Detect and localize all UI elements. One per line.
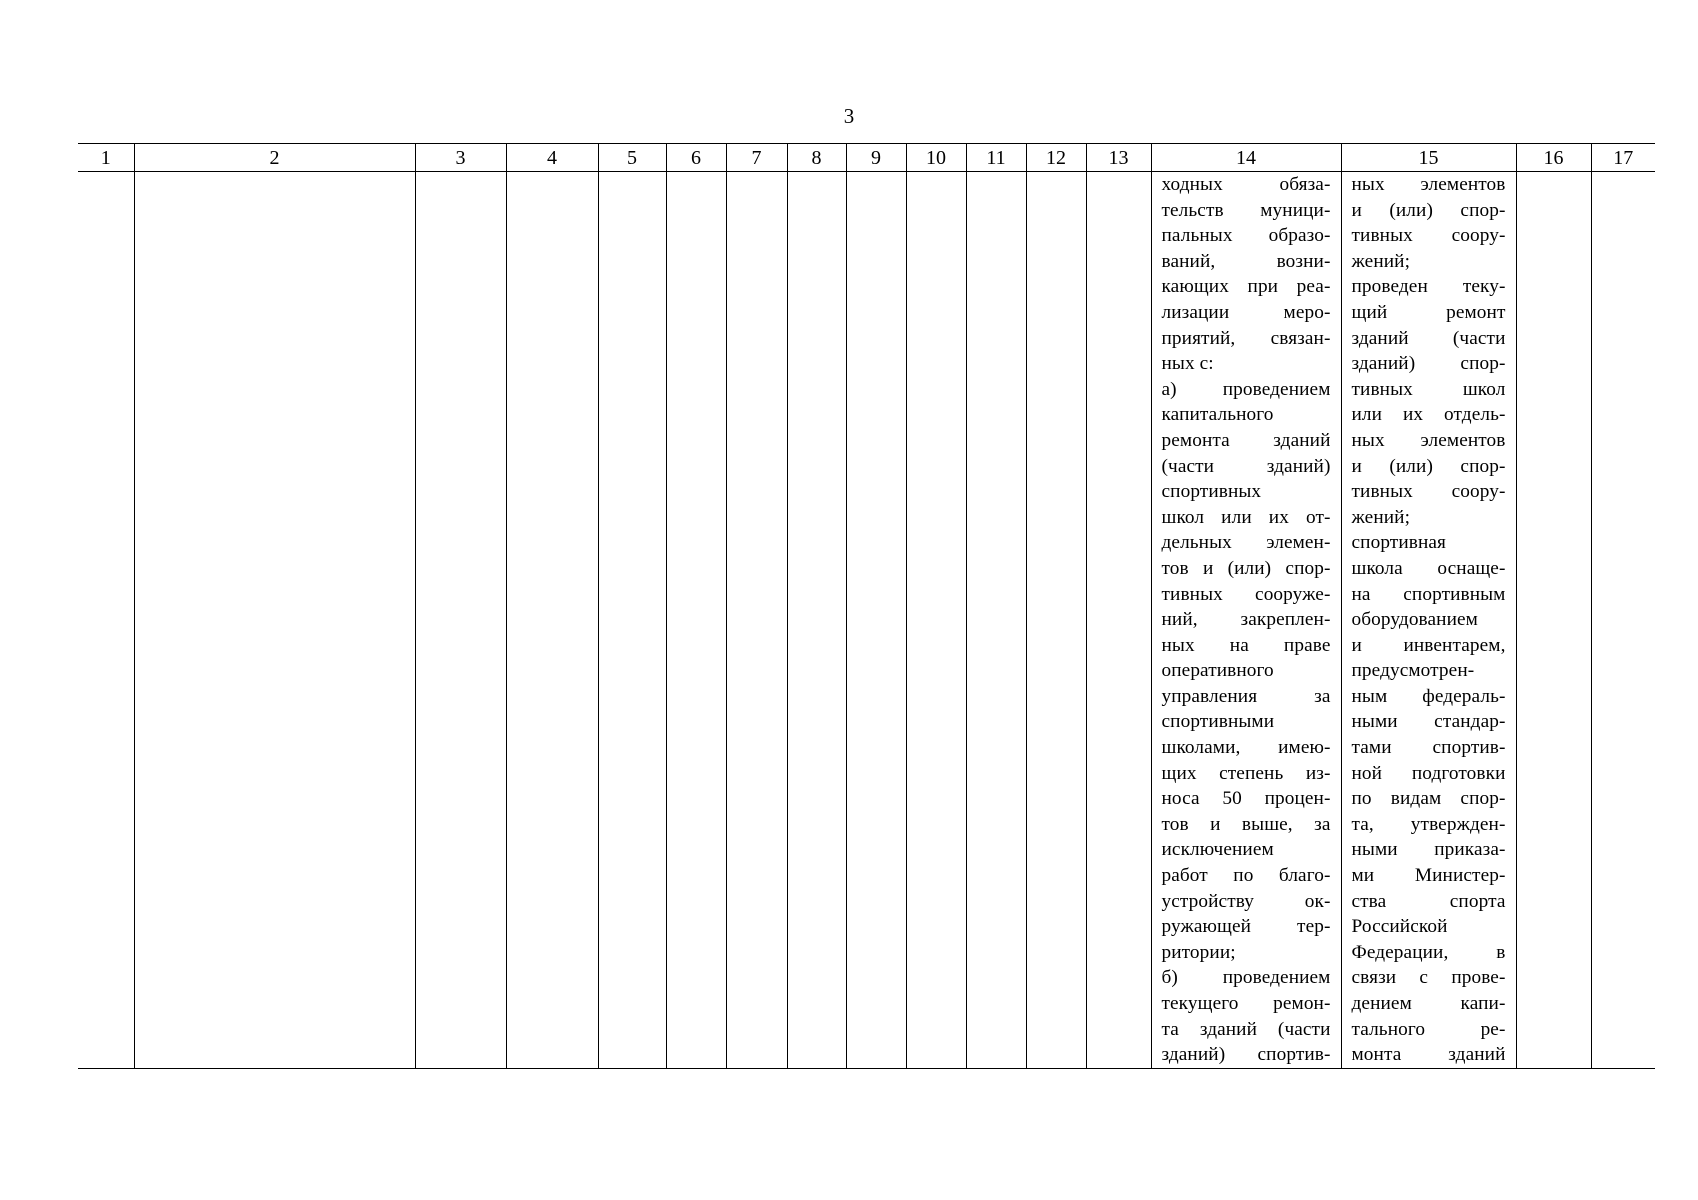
text-line: работ по благо-	[1161, 865, 1331, 887]
text-line: и инвентарем,	[1351, 634, 1506, 656]
text-line: носа 50 процен-	[1161, 788, 1331, 810]
cell-col-14-text	[1152, 172, 1341, 1068]
column-header-14: 14	[1151, 144, 1341, 172]
text-line: ными стандар-	[1351, 711, 1506, 733]
data-table	[78, 143, 1655, 1069]
text-line: тами спортив-	[1351, 737, 1506, 759]
text-line: тивных сооруже-	[1161, 583, 1331, 605]
text-line: б) проведением	[1161, 967, 1331, 989]
cell-col-8	[787, 172, 846, 1069]
table-row	[78, 172, 1655, 1069]
column-header-6: 6	[666, 144, 726, 172]
text-line: капитального	[1161, 404, 1274, 426]
cell-col-3	[415, 172, 506, 1069]
text-line: ми Министер-	[1351, 865, 1506, 887]
text-line: и (или) спор-	[1351, 455, 1506, 477]
column-header-2: 2	[134, 144, 415, 172]
text-line: ным федераль-	[1351, 685, 1506, 707]
text-line: приятий, связан-	[1161, 327, 1331, 349]
text-line: тивных школ	[1351, 378, 1506, 400]
text-line: оборудованием	[1351, 609, 1478, 631]
text-line: ных элементов	[1351, 174, 1506, 195]
cell-col-4	[506, 172, 598, 1069]
cell-col-11	[966, 172, 1026, 1069]
text-line: тов и (или) спор-	[1161, 557, 1331, 579]
text-line: на спортивным	[1351, 583, 1506, 605]
text-line: или их отдель-	[1351, 404, 1506, 426]
column-header-7: 7	[726, 144, 787, 172]
text-line: кающих при реа-	[1161, 276, 1331, 298]
cell-col-16	[1516, 172, 1591, 1069]
text-line: предусмотрен-	[1351, 660, 1475, 682]
text-line: ными приказа-	[1351, 839, 1506, 861]
text-line: ружающей тер-	[1161, 916, 1331, 938]
text-line: дельных элемен-	[1161, 532, 1331, 554]
text-line: зданий (части	[1351, 327, 1506, 349]
cell-col-17	[1591, 172, 1655, 1069]
text-line: ных с:	[1161, 353, 1214, 375]
text-line: связи с прове-	[1351, 967, 1506, 989]
column-number-row	[78, 144, 1655, 172]
column-header-11: 11	[966, 144, 1026, 172]
text-line: Федерации, в	[1351, 941, 1506, 963]
text-line: пальных образо-	[1161, 225, 1331, 247]
text-line: ремонта зданий	[1161, 429, 1331, 451]
text-line: ний, закреплен-	[1161, 609, 1331, 631]
text-line: по видам спор-	[1351, 788, 1506, 810]
text-line: жений;	[1351, 250, 1411, 272]
cell-col-15	[1341, 172, 1516, 1069]
cell-col-12	[1026, 172, 1086, 1069]
text-line: спортивная	[1351, 532, 1446, 554]
page-number: 3	[843, 104, 855, 128]
text-line: школа оснаще-	[1351, 557, 1506, 579]
text-line: та, утвержден-	[1351, 813, 1506, 835]
text-line: а) проведением	[1161, 378, 1331, 400]
text-line: оперативного	[1161, 660, 1274, 682]
text-line: Российской	[1351, 916, 1448, 938]
text-line: зданий) спортив-	[1161, 1044, 1331, 1066]
text-line: та зданий (части	[1161, 1018, 1331, 1040]
cell-col-10	[906, 172, 966, 1069]
column-header-13: 13	[1086, 144, 1151, 172]
text-line: устройству ок-	[1161, 890, 1331, 912]
text-line: проведен теку-	[1351, 276, 1506, 298]
text-line: ных на праве	[1161, 634, 1331, 656]
text-line: тов и выше, за	[1161, 813, 1331, 835]
text-line: управления за	[1161, 685, 1331, 707]
text-line: школами, имею-	[1161, 737, 1331, 759]
text-line: ных элементов	[1351, 429, 1506, 451]
text-line: тального ре-	[1351, 1018, 1506, 1040]
cell-col-7	[726, 172, 787, 1069]
cell-col-14	[1151, 172, 1341, 1069]
text-line: текущего ремон-	[1161, 993, 1331, 1014]
text-line: ства спорта	[1351, 890, 1506, 912]
text-line: спортивными	[1161, 711, 1275, 733]
column-header-9: 9	[846, 144, 906, 172]
column-header-8: 8	[787, 144, 846, 172]
column-header-5: 5	[598, 144, 666, 172]
text-line: тивных соору-	[1351, 481, 1506, 503]
cell-col-9	[846, 172, 906, 1069]
text-line: лизации меро-	[1161, 301, 1331, 323]
text-line: ритории;	[1161, 941, 1236, 963]
column-header-4: 4	[506, 144, 598, 172]
cell-col-5	[598, 172, 666, 1069]
column-header-16: 16	[1516, 144, 1591, 172]
column-header-17: 17	[1591, 144, 1655, 172]
text-line: тивных соору-	[1351, 225, 1506, 247]
text-line: зданий) спор-	[1351, 353, 1506, 375]
text-line: жений;	[1351, 506, 1411, 528]
text-line: исключением	[1161, 839, 1274, 861]
text-line: ной подготовки	[1351, 762, 1506, 784]
text-line: щий ремонт	[1351, 301, 1506, 323]
text-line: ходных обяза-	[1161, 174, 1331, 195]
text-line: школ или их от-	[1161, 506, 1331, 528]
text-line: дением капи-	[1351, 993, 1506, 1014]
cell-col-2	[134, 172, 415, 1069]
cell-col-15-text	[1342, 172, 1516, 1068]
cell-col-1	[78, 172, 134, 1069]
cell-col-13	[1086, 172, 1151, 1069]
text-line: и (или) спор-	[1351, 199, 1506, 221]
text-line: спортивных	[1161, 481, 1262, 503]
column-header-12: 12	[1026, 144, 1086, 172]
cell-col-6	[666, 172, 726, 1069]
text-line: ваний, возни-	[1161, 250, 1331, 272]
column-header-10: 10	[906, 144, 966, 172]
text-line: тельств муници-	[1161, 199, 1331, 221]
column-header-1: 1	[78, 144, 134, 172]
text-line: (части зданий)	[1161, 455, 1331, 477]
text-line: монта зданий	[1351, 1044, 1506, 1066]
column-header-3: 3	[415, 144, 506, 172]
column-header-15: 15	[1341, 144, 1516, 172]
text-line: щих степень из-	[1161, 762, 1331, 784]
